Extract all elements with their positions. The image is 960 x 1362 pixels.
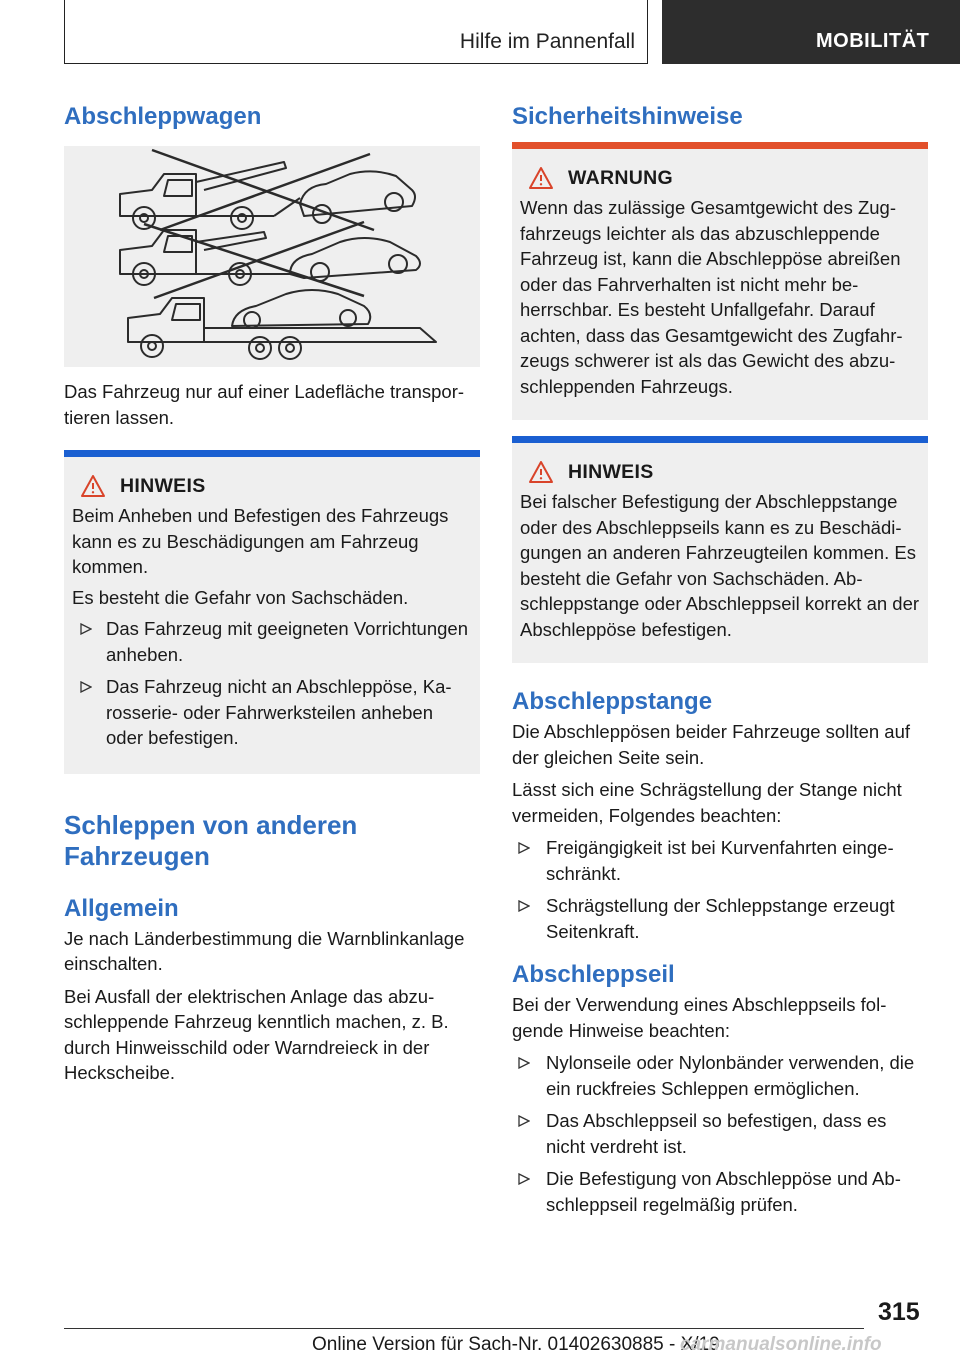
heading-towing: Schleppen von anderen Fahrzeugen xyxy=(64,809,358,871)
warning-triangle-icon xyxy=(80,474,106,498)
left-column xyxy=(64,100,480,1086)
bullet-triangle-icon xyxy=(518,1173,530,1185)
flatbed-truck xyxy=(128,298,436,359)
notice-label: HINWEIS xyxy=(568,460,654,483)
bullet-triangle-icon xyxy=(518,842,530,854)
bullet-triangle-icon xyxy=(518,1115,530,1127)
rope-steps xyxy=(512,1050,928,1217)
warning-triangle-icon xyxy=(528,460,554,484)
heading-safety: Sicherheitshinweise xyxy=(512,103,743,130)
chapter-title: MOBILITÄT xyxy=(816,30,930,52)
warning-label: WARNUNG xyxy=(568,166,674,189)
cross-line xyxy=(152,150,374,230)
bullet-triangle-icon xyxy=(518,900,530,912)
notice-header xyxy=(520,459,920,485)
list-item: Nylonseile oder Nylonbänder verwenden, die ein ruckfreies Schleppen ermöglichen. xyxy=(512,1050,928,1101)
notice-label: HINWEIS xyxy=(120,474,206,497)
footer-divider xyxy=(64,1328,864,1329)
notice-header xyxy=(72,473,472,499)
list-item: Freigängigkeit ist bei Kurvenfahrten eingeschränkt. xyxy=(512,835,928,886)
online-version-note: Online Version für Sach-Nr. 01402630885 - X/19 xyxy=(312,1334,720,1355)
general-paragraph-2: Bei Ausfall der elektrischen Anlage das abzuschleppende Fahrzeug kenntlich machen, z. B. durch Hinweisschild oder Warndreieck in der Heckscheibe. xyxy=(64,985,449,1083)
watermark: carmanualsonline.info xyxy=(680,1334,882,1355)
towed-car-2 xyxy=(290,238,420,281)
tow-truck-drawing xyxy=(64,146,480,367)
warning-text: Wenn das zulässige Gesamtgewicht des Zugfahrzeugs leichter als das abzuschleppende Fahrzeug ist, kann die Abschleppöse abreißen oder das Fahrverhalten ist nicht mehr beherrschbar. Es besteht Unfallgefahr. Darauf achten, dass das Gesamtgewicht des Zugfahrzeugs schwerer ist als das Gewicht des abzuschleppenden Fahrzeugs. xyxy=(520,197,903,397)
notice-text-1: Beim Anheben und Befestigen des Fahrzeugs kann es zu Beschädigungen am Fahrzeug kommen. xyxy=(72,505,449,577)
bullet-triangle-icon xyxy=(518,1057,530,1069)
general-paragraph-1: Je nach Länderbestimmung die Warnblinkanlage einschalten. xyxy=(64,927,465,974)
towed-car-1 xyxy=(300,171,415,223)
warning-triangle-icon xyxy=(528,166,554,190)
bar-paragraph-1: Die Abschleppösen beider Fahrzeuge sollten auf der gleichen Seite sein. xyxy=(512,721,911,768)
bar-paragraph-2: Lässt sich eine Schrägstellung der Stange nicht vermeiden, Folgendes beachten: xyxy=(512,779,902,826)
list-item: Das Fahrzeug nicht an Abschleppöse, Karosserie- oder Fahrwerksteilen anheben oder befestigen. xyxy=(72,674,472,751)
bullet-triangle-icon xyxy=(80,681,92,693)
list-item: Das Abschleppseil so befestigen, dass es nicht verdreht ist. xyxy=(512,1108,928,1159)
rope-paragraph-1: Bei der Verwendung eines Abschleppseils folgende Hinweise beachten: xyxy=(512,994,887,1041)
right-column xyxy=(512,100,928,1224)
page-number: 315 xyxy=(878,1298,920,1326)
bullet-triangle-icon xyxy=(80,623,92,635)
bar-steps xyxy=(512,835,928,944)
warning-box xyxy=(512,142,928,420)
figure-caption: Das Fahrzeug nur auf einer Ladefläche transportieren lassen. xyxy=(64,381,465,428)
header-chapter-tab xyxy=(662,0,960,64)
notice-text: Bei falscher Befestigung der Abschleppstange oder des Abschleppseils kann es zu Beschädigungen an anderen Fahrzeugteilen kommen. Es besteht die Gefahr von Sachschäden. Abschleppstange oder Abschleppseil korrekt an der Abschleppöse befestigen. xyxy=(520,491,920,640)
header-section-tab xyxy=(64,0,648,64)
heading-tow-rope: Abschleppseil xyxy=(512,961,675,988)
notice-text-2: Es besteht die Gefahr von Sachschäden. xyxy=(72,586,409,608)
section-title: Hilfe im Pannenfall xyxy=(459,30,635,53)
warning-header xyxy=(520,165,920,191)
heading-tow-truck: Abschleppwagen xyxy=(64,103,262,130)
list-item: Die Befestigung von Abschleppöse und Abschleppseil regelmäßig prüfen. xyxy=(512,1166,928,1217)
notice-box-right xyxy=(512,436,928,663)
heading-tow-bar: Abschleppstange xyxy=(512,688,713,715)
list-item: Schrägstellung der Schleppstange erzeugt Seitenkraft. xyxy=(512,893,928,944)
heading-general: Allgemein xyxy=(64,894,179,922)
tow-truck-illustration xyxy=(64,146,480,367)
notice-steps xyxy=(72,616,472,751)
notice-box-left xyxy=(64,450,480,774)
car-on-flatbed xyxy=(232,290,370,328)
list-item: Das Fahrzeug mit geeigneten Vorrichtungen anheben. xyxy=(72,616,472,667)
